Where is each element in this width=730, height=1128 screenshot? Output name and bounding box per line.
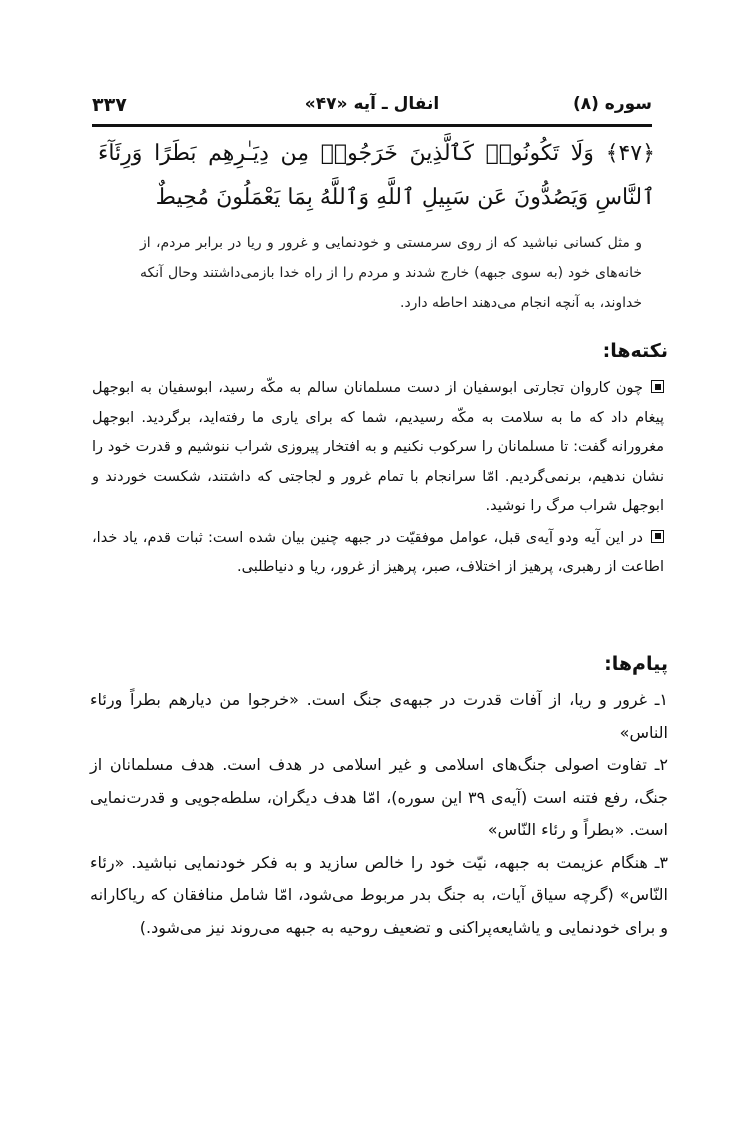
messages-heading: پیام‌ها: — [604, 653, 668, 675]
message-item: ۲ـ تفاوت اصولی جنگ‌های اسلامی و غیر اسلامی در هدف است. هدف مسلمانان از جنگ، رفع فتنه است (آیه‌ی ۳۹ این سوره)، امّا هدف دیگران، سلطه‌جویی و قدرت‌نمایی است. «بطراً و رئاء النّاس» — [90, 755, 668, 839]
square-bullet-icon — [651, 530, 664, 543]
header-divider — [92, 124, 652, 127]
note-item — [92, 524, 664, 583]
page-header — [92, 88, 652, 122]
quran-verse: ﴿۴۷﴾ وَلَا تَكُونُوا۟ كَٱلَّذِينَ خَرَجُوا۟ مِن دِيَـٰرِهِم بَطَرًا وَرِئَآءَ ٱلنَّاسِ وَيَصُدُّونَ عَن سَبِيلِ ٱللَّهِ وَٱللَّهُ بِمَا يَعْمَلُونَ مُحِيطٌ — [98, 141, 655, 210]
note-text: چون کاروان تجارتی ابوسفیان از دست مسلمانان سالم به مکّه رسید، ابوسفیان به ابوجهل پیغام داد که ما به سلامت به مکّه رسیدیم، شما که برای یاری ما رفته‌اید، برگردید. ابوجهل مغرورانه گفت: تا مسلمانان را سرکوب نکنیم و به افتخار پیروزی شراب ننوشیم و قدرت خود را نشان ندهیم، برنمی‌گردیم. امّا سرانجام با تمام غرور و لجاجتی که داشتند، شکست خوردند و ابوجهل شراب مرگ را نوشید. — [92, 380, 664, 514]
message-item: ۳ـ هنگام عزیمت به جبهه، نیّت خود را خالص سازید و به فکر خودنمایی نباشید. «رئاء النّاس» (گرچه سیاق آیات، به جنگ بدر مربوط می‌شود، امّا شامل منافقان که ریاکارانه و برای خودنمایی و یاشایعه‌پراکنی و تضعیف روحیه به جبهه می‌روند نیز می‌شود.) — [90, 852, 668, 937]
square-bullet-icon — [651, 380, 664, 393]
note-text: در این آیه ودو آیه‌ی قبل، عوامل موفقیّت در جبهه چنین بیان شده است: ثبات قدم، یاد خدا، اطاعت از رهبری، پرهیز از اختلاف، صبر، پرهیز از غرور، ریا و دنیاطلبی. — [92, 529, 664, 575]
verse-title: انفال ـ آیه «۴۷» — [304, 94, 440, 114]
page-number: ۳۳۷ — [92, 94, 127, 116]
notes-heading: نکته‌ها: — [602, 340, 668, 362]
surah-label: سوره (۸) — [572, 94, 652, 114]
notes-list — [92, 374, 664, 585]
note-item — [92, 374, 664, 522]
messages-list — [90, 684, 668, 944]
verse-translation: و مثل کسانی نباشید که از روی سرمستی و خودنمایی و غرور و ریا در برابر مردم، از خانه‌های خود (به سوی جبهه) خارج شدند و مردم را از راه خدا بازمی‌داشتند وحال آنکه خداوند، به آنچه انجام می‌دهند احاطه دارد. — [140, 235, 642, 311]
message-item: ۱ـ غرور و ریا، از آفات قدرت در جبهه‌ی جنگ است. «خرجوا من دیارهم بطراً ورئاء الناس» — [90, 690, 668, 742]
